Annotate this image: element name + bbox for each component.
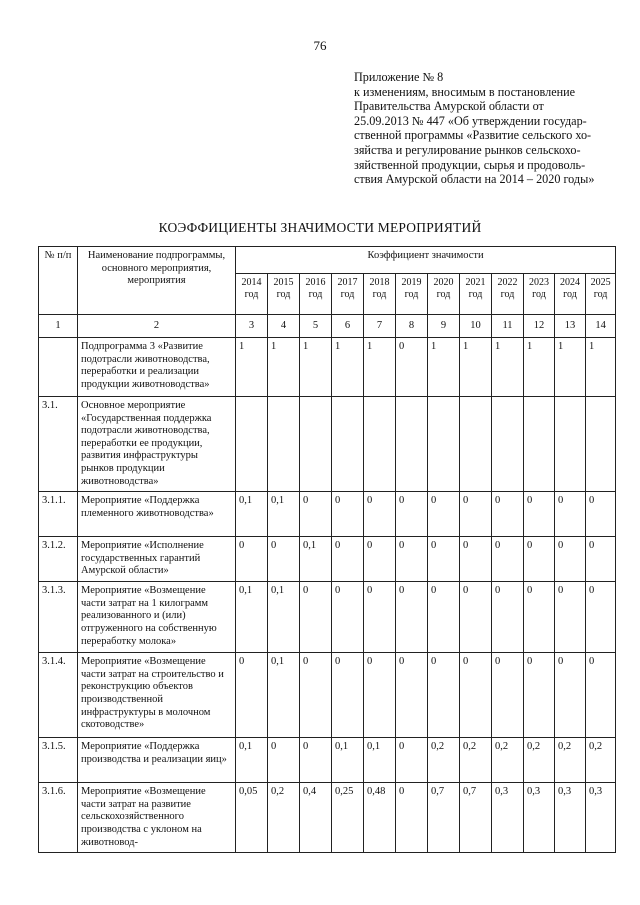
row-name: Основное мероприятие «Государственная поддержка подотрасли животноводства, переработки ее продукции, развития инфраструктуры рынков продукции животноводства» bbox=[78, 397, 236, 492]
appendix-line: зяйства и регулирование рынков сельскохо- bbox=[354, 142, 581, 157]
appendix-line: 25.09.2013 № 447 «Об утверждении государ- bbox=[354, 113, 587, 128]
coefficient-cell bbox=[364, 397, 396, 492]
coefficient-cell: 1 bbox=[428, 338, 460, 397]
coefficient-cell: 0 bbox=[364, 537, 396, 582]
coefficient-cell: 0 bbox=[460, 582, 492, 653]
row-number: 3.1.4. bbox=[39, 653, 78, 738]
column-header-name: Наименование подпрограммы, основного мероприятия, мероприятия bbox=[78, 247, 236, 315]
coefficient-cell: 0,3 bbox=[524, 783, 555, 853]
coefficient-cell: 0,2 bbox=[524, 738, 555, 783]
coefficient-cell: 0 bbox=[396, 537, 428, 582]
year-suffix: год bbox=[563, 289, 577, 300]
coefficient-cell: 0 bbox=[492, 492, 524, 537]
coefficient-cell: 1 bbox=[586, 338, 616, 397]
year-header bbox=[268, 274, 300, 315]
year-header bbox=[236, 274, 268, 315]
year-header bbox=[460, 274, 492, 315]
row-number: 3.1.5. bbox=[39, 738, 78, 783]
year-value: 2023 bbox=[529, 277, 549, 288]
coefficient-cell: 0,1 bbox=[300, 537, 332, 582]
index-cell: 6 bbox=[332, 315, 364, 338]
coefficient-cell: 0,2 bbox=[460, 738, 492, 783]
year-value: 2019 bbox=[401, 277, 422, 288]
coefficient-cell bbox=[396, 397, 428, 492]
year-header bbox=[555, 274, 586, 315]
coefficient-cell: 0 bbox=[396, 338, 428, 397]
coefficient-cell: 0,1 bbox=[268, 653, 300, 738]
coefficient-cell: 1 bbox=[364, 338, 396, 397]
coefficient-cell bbox=[586, 397, 616, 492]
index-cell: 11 bbox=[492, 315, 524, 338]
coefficient-cell: 0,48 bbox=[364, 783, 396, 853]
document-title: КОЭФФИЦИЕНТЫ ЗНАЧИМОСТИ МЕРОПРИЯТИЙ bbox=[158, 220, 482, 235]
index-cell: 10 bbox=[460, 315, 492, 338]
coefficient-cell bbox=[555, 397, 586, 492]
index-cell: 12 bbox=[524, 315, 555, 338]
row-number: 3.1.2. bbox=[39, 537, 78, 582]
coefficient-cell: 0 bbox=[524, 492, 555, 537]
coefficient-cell: 0 bbox=[268, 537, 300, 582]
coefficient-cell: 0,7 bbox=[428, 783, 460, 853]
page-number: 76 bbox=[313, 38, 327, 53]
coefficient-cell: 0,3 bbox=[492, 783, 524, 853]
coefficient-cell: 0 bbox=[492, 653, 524, 738]
coefficient-cell: 0 bbox=[460, 537, 492, 582]
coefficient-cell: 0 bbox=[300, 492, 332, 537]
table-row bbox=[39, 653, 616, 738]
index-cell: 5 bbox=[300, 315, 332, 338]
coefficient-cell: 0,3 bbox=[586, 783, 616, 853]
table-row bbox=[39, 397, 616, 492]
year-suffix: год bbox=[244, 289, 259, 300]
coefficient-cell: 1 bbox=[332, 338, 364, 397]
coefficient-cell: 0,2 bbox=[492, 738, 524, 783]
coefficient-cell: 0 bbox=[364, 492, 396, 537]
coefficient-cell bbox=[268, 397, 300, 492]
coefficient-cell: 0 bbox=[586, 653, 616, 738]
row-number bbox=[39, 338, 78, 397]
coefficient-cell: 0,7 bbox=[460, 783, 492, 853]
coefficient-cell: 0 bbox=[586, 537, 616, 582]
coefficient-cell: 0,1 bbox=[236, 492, 268, 537]
year-value: 2015 bbox=[273, 277, 294, 288]
coefficient-cell: 0 bbox=[428, 492, 460, 537]
header-row bbox=[39, 247, 616, 274]
coefficient-cell: 0 bbox=[332, 653, 364, 738]
coefficient-cell: 0 bbox=[396, 492, 428, 537]
index-cell: 14 bbox=[586, 315, 616, 338]
coefficient-cell: 0 bbox=[396, 653, 428, 738]
coefficient-cell: 0 bbox=[236, 653, 268, 738]
year-header bbox=[428, 274, 460, 315]
year-suffix: год bbox=[340, 289, 355, 300]
appendix-block bbox=[354, 70, 624, 187]
index-cell: 1 bbox=[39, 315, 78, 338]
coefficient-cell: 0 bbox=[300, 653, 332, 738]
coefficient-cell: 0,1 bbox=[236, 582, 268, 653]
coefficient-cell: 0,4 bbox=[300, 783, 332, 853]
row-number: 3.1.6. bbox=[39, 783, 78, 853]
year-suffix: год bbox=[276, 289, 291, 300]
year-value: 2022 bbox=[497, 277, 518, 288]
year-header bbox=[586, 274, 616, 315]
appendix-line: Приложение № 8 bbox=[354, 70, 444, 84]
index-cell: 2 bbox=[78, 315, 236, 338]
coefficient-cell: 0 bbox=[492, 582, 524, 653]
coefficient-cell: 0 bbox=[524, 582, 555, 653]
year-suffix: год bbox=[500, 289, 515, 300]
coefficient-cell bbox=[492, 397, 524, 492]
coefficient-cell: 0 bbox=[396, 738, 428, 783]
coefficient-cell: 1 bbox=[524, 338, 555, 397]
coefficient-cell: 0,1 bbox=[236, 738, 268, 783]
coefficient-cell: 0,2 bbox=[268, 783, 300, 853]
row-name: Мероприятие «Исполнение государственных гарантий Амурской области» bbox=[78, 537, 236, 582]
coefficient-cell: 0 bbox=[428, 537, 460, 582]
year-value: 2020 bbox=[433, 277, 454, 288]
year-header bbox=[332, 274, 364, 315]
coefficient-cell: 0 bbox=[268, 738, 300, 783]
row-name: Мероприятие «Возмещение части затрат на строительство и реконструкцию объектов производственной инфраструктуры в молочном скотоводстве» bbox=[78, 653, 236, 738]
year-value: 2017 bbox=[337, 277, 358, 288]
coefficient-cell bbox=[460, 397, 492, 492]
coefficient-cell: 0 bbox=[332, 537, 364, 582]
coefficient-cell: 1 bbox=[460, 338, 492, 397]
coefficient-cell bbox=[428, 397, 460, 492]
year-value: 2024 bbox=[560, 277, 580, 288]
coefficient-cell: 0 bbox=[364, 653, 396, 738]
year-value: 2021 bbox=[465, 277, 486, 288]
coefficient-cell: 1 bbox=[492, 338, 524, 397]
coefficient-cell bbox=[236, 397, 268, 492]
coefficient-cell: 0 bbox=[332, 492, 364, 537]
coefficient-cell: 0,3 bbox=[555, 783, 586, 853]
row-number: 3.1. bbox=[39, 397, 78, 492]
coefficient-cell: 0,2 bbox=[586, 738, 616, 783]
coefficient-cell: 0,1 bbox=[268, 492, 300, 537]
index-cell: 9 bbox=[428, 315, 460, 338]
coefficient-cell: 0 bbox=[586, 582, 616, 653]
year-suffix: год bbox=[372, 289, 387, 300]
coefficient-cell: 0,1 bbox=[268, 582, 300, 653]
coefficient-cell bbox=[332, 397, 364, 492]
index-cell: 4 bbox=[268, 315, 300, 338]
year-header bbox=[300, 274, 332, 315]
appendix-line: ствия Амурской области на 2014 – 2020 годы» bbox=[354, 172, 595, 187]
row-name: Мероприятие «Возмещение части затрат на развитие сельскохозяйственного производства с уклоном на животновод- bbox=[78, 783, 236, 853]
coefficient-cell: 0,2 bbox=[428, 738, 460, 783]
row-name: Подпрограмма 3 «Развитие подотрасли животноводства, переработки и реализации продукции животноводства» bbox=[78, 338, 236, 397]
coefficient-cell: 0 bbox=[364, 582, 396, 653]
coefficient-cell: 0,05 bbox=[236, 783, 268, 853]
index-cell: 13 bbox=[555, 315, 586, 338]
coefficient-cell: 1 bbox=[555, 338, 586, 397]
appendix-line: к изменениям, вносимым в постановление bbox=[354, 84, 576, 99]
year-suffix: год bbox=[308, 289, 323, 300]
coefficient-cell: 0 bbox=[555, 653, 586, 738]
coefficient-cell: 0 bbox=[428, 582, 460, 653]
year-value: 2016 bbox=[305, 277, 326, 288]
appendix-line: Правительства Амурской области от bbox=[354, 99, 544, 114]
table-row bbox=[39, 738, 616, 783]
coefficients-table bbox=[38, 246, 616, 853]
coefficient-cell: 0 bbox=[428, 653, 460, 738]
table-row bbox=[39, 537, 616, 582]
year-suffix: год bbox=[593, 289, 608, 300]
index-cell: 7 bbox=[364, 315, 396, 338]
row-number: 3.1.1. bbox=[39, 492, 78, 537]
coefficient-cell: 0 bbox=[460, 653, 492, 738]
coefficient-cell: 1 bbox=[268, 338, 300, 397]
coefficient-cell: 0,2 bbox=[555, 738, 586, 783]
column-header-coefficient: Коэффициент значимости bbox=[236, 247, 616, 274]
year-header bbox=[396, 274, 428, 315]
row-name: Мероприятие «Поддержка племенного животноводства» bbox=[78, 492, 236, 537]
coefficient-cell: 1 bbox=[236, 338, 268, 397]
coefficient-cell: 0 bbox=[555, 492, 586, 537]
coefficient-cell: 0 bbox=[524, 653, 555, 738]
coefficient-cell: 0,25 bbox=[332, 783, 364, 853]
year-suffix: год bbox=[436, 289, 451, 300]
table-row bbox=[39, 783, 616, 853]
year-suffix: год bbox=[404, 289, 419, 300]
row-name: Мероприятие «Возмещение части затрат на 1 килограмм реализованного и (или) отгруженного на собственную переработку молока» bbox=[78, 582, 236, 653]
table-row bbox=[39, 582, 616, 653]
row-name: Мероприятие «Поддержка производства и реализации яиц» bbox=[78, 738, 236, 783]
coefficient-cell: 1 bbox=[300, 338, 332, 397]
table-row bbox=[39, 338, 616, 397]
year-header bbox=[364, 274, 396, 315]
year-value: 2018 bbox=[369, 277, 390, 288]
coefficient-cell: 0,1 bbox=[364, 738, 396, 783]
coefficient-cell: 0,1 bbox=[332, 738, 364, 783]
coefficient-cell: 0 bbox=[555, 537, 586, 582]
year-header bbox=[524, 274, 555, 315]
coefficient-cell: 0 bbox=[300, 738, 332, 783]
coefficient-cell: 0 bbox=[332, 582, 364, 653]
year-header bbox=[492, 274, 524, 315]
year-suffix: год bbox=[468, 289, 483, 300]
row-number: 3.1.3. bbox=[39, 582, 78, 653]
coefficient-cell: 0 bbox=[555, 582, 586, 653]
coefficient-cell: 0 bbox=[586, 492, 616, 537]
coefficient-cell: 0 bbox=[460, 492, 492, 537]
appendix-line: зяйственной продукции, сырья и продоволь- bbox=[354, 157, 586, 172]
coefficient-cell: 0 bbox=[300, 582, 332, 653]
coefficient-cell: 0 bbox=[524, 537, 555, 582]
coefficient-cell: 0 bbox=[396, 783, 428, 853]
index-row bbox=[39, 315, 616, 338]
coefficient-cell: 0 bbox=[396, 582, 428, 653]
coefficient-cell: 0 bbox=[236, 537, 268, 582]
index-cell: 8 bbox=[396, 315, 428, 338]
year-value: 2014 bbox=[241, 277, 262, 288]
coefficient-cell: 0 bbox=[492, 537, 524, 582]
appendix-line: ственной программы «Развитие сельского хо- bbox=[354, 128, 592, 143]
coefficient-cell bbox=[300, 397, 332, 492]
index-cell: 3 bbox=[236, 315, 268, 338]
table-row bbox=[39, 492, 616, 537]
year-value: 2025 bbox=[590, 277, 611, 288]
column-header-number: № п/п bbox=[39, 247, 78, 315]
coefficient-cell bbox=[524, 397, 555, 492]
year-suffix: год bbox=[532, 289, 546, 300]
